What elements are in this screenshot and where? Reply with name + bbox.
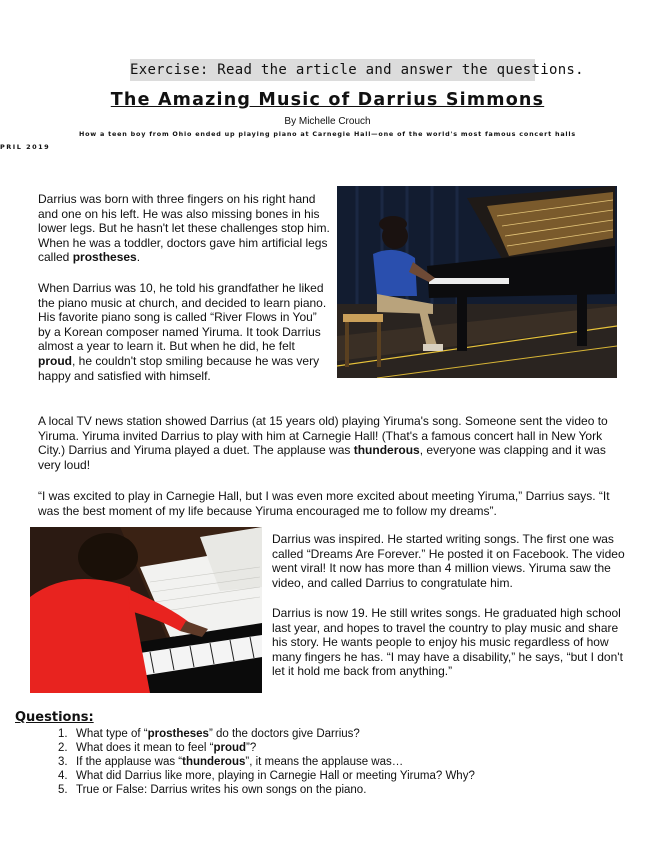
date-label: PRIL 2019 (0, 143, 51, 151)
question-text: What did Darrius like more, playing in Carnegie Hall or meeting Yiruma? Why? (76, 770, 475, 782)
keyword-proud: proud (38, 353, 72, 368)
question-text-end: ”, it means the applause was… (245, 756, 404, 768)
paragraph-3-text: A local TV news station showed Darrius (at 15 years old) playing Yiruma's song. Someone sent the video to Yiruma. Yiruma invited Darrius to play with him at Carnegie Hall! (That's a famous concert hall in New York City.) Darrius and Yiruma played a duet. The applause was (38, 414, 608, 458)
paragraph-3 (38, 414, 628, 472)
questions-list (58, 727, 475, 797)
questions-heading: Questions: (15, 710, 94, 725)
piano-stage-photo (337, 186, 617, 378)
question-text: What type of “ (76, 728, 148, 740)
paragraph-6: Darrius is now 19. He still writes songs. He graduated high school last year, and hopes to travel the country to play music and share his story. He wants people to enjoy his music regardless of how many fingers he has. “I may have a disability,” he says, “but I don't let it hold me back from anything.” (272, 606, 623, 679)
question-text: If the applause was “ (76, 756, 183, 768)
question-item (58, 769, 475, 783)
piano-closeup-illustration (30, 527, 262, 693)
subtitle: How a teen boy from Ohio ended up playing piano at Carnegie Hall—one of the world's most famous concert halls (78, 130, 577, 138)
question-text-end: ”? (246, 742, 257, 754)
question-item (58, 727, 475, 741)
question-item (58, 783, 475, 797)
question-number: 5. (58, 784, 68, 796)
keyword-thunderous: thunderous (353, 443, 420, 458)
keyword-prostheses: prostheses (72, 250, 137, 265)
paragraph-2-end: , he couldn't stop smiling because he was very happy and satisfied with himself. (38, 353, 320, 383)
paragraph-3-end: , everyone was clapping and it was very loud! (38, 443, 606, 472)
question-keyword: thunderous (182, 756, 246, 768)
piano-stage-illustration (337, 186, 617, 378)
question-number: 2. (58, 742, 68, 754)
paragraph-1-end: . (136, 250, 141, 265)
byline: By Michelle Crouch (284, 116, 371, 127)
paragraph-1 (38, 192, 330, 265)
paragraph-1-text: Darrius was born with three fingers on his right hand and one on his left. He was also missing bones in his lower legs. But he hasn't let these challenges stop him. When he was a toddler, doctors gave him artificial legs called (38, 192, 330, 265)
article-title: The Amazing Music of Darrius Simmons (110, 90, 545, 110)
question-item (58, 741, 475, 755)
paragraph-2 (38, 281, 328, 383)
exercise-instruction: Exercise: Read the article and answer the questions. (130, 59, 535, 81)
question-number: 1. (58, 728, 68, 740)
question-keyword: proud (213, 742, 247, 754)
question-text-end: ” do the doctors give Darrius? (208, 728, 360, 740)
question-number: 3. (58, 756, 68, 768)
question-item (58, 755, 475, 769)
piano-closeup-photo (30, 527, 262, 693)
question-text: True or False: Darrius writes his own songs on the piano. (76, 784, 367, 796)
paragraph-4: “I was excited to play in Carnegie Hall, but I was even more excited about meeting Yiruma,” Darrius says. “It was the best moment of my life because Yiruma encouraged me to follow my dreams”. (38, 489, 610, 518)
question-keyword: prostheses (147, 728, 209, 740)
question-number: 4. (58, 770, 68, 782)
paragraph-5: Darrius was inspired. He started writing songs. The first one was called “Dreams Are Forever.” He posted it on Facebook. The video went viral! It now has more than 4 million views. Yiruma saw the video, and called Darrius to congratulate him. (272, 532, 625, 590)
question-text: What does it mean to feel “ (76, 742, 214, 754)
paragraph-2-text: When Darrius was 10, he told his grandfather he liked the piano music at church, and decided to learn piano. His favorite piano song is called “River Flows in You” by a Korean composer named Yiruma. It took Darrius almost a year to learn it. But when he did, he felt (38, 281, 327, 354)
